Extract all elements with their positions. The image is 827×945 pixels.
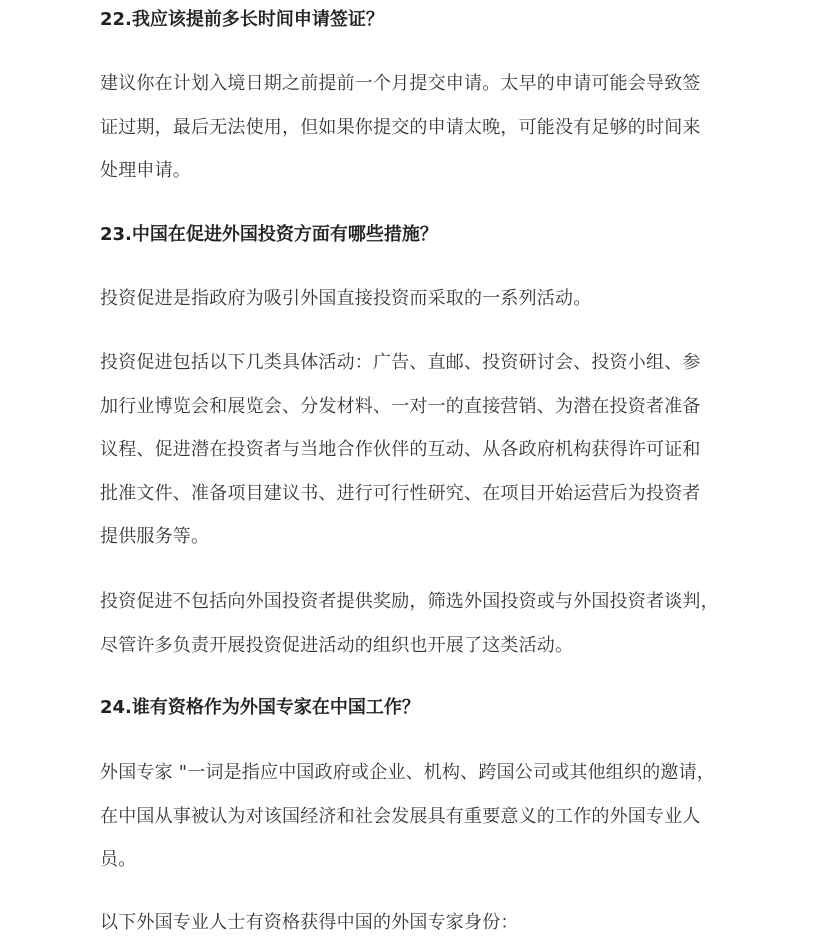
paragraph-line: 投资促进是指政府为吸引外国直接投资而采取的一系列活动。 xyxy=(100,288,592,309)
paragraph-line: 投资促进包括以下几类具体活动：广告、直邮、投资研讨会、投资小组、参 xyxy=(100,352,701,373)
question-heading-23: 23.中国在促进外国投资方面有哪些措施？ xyxy=(100,224,438,245)
paragraph-line: 提供服务等。 xyxy=(100,526,210,547)
question-heading-22: 22.我应该提前多长时间申请签证？ xyxy=(100,9,384,30)
paragraph-line: 外国专家 "一词是指应中国政府或企业、机构、跨国公司或其他组织的邀请， xyxy=(100,762,715,783)
paragraph-line: 加行业博览会和展览会、分发材料、一对一的直接营销、为潜在投资者准备 xyxy=(100,395,701,417)
question-heading-24: 24.谁有资格作为外国专家在中国工作？ xyxy=(100,697,420,718)
answer-paragraph-24-definition xyxy=(100,751,715,882)
answer-paragraph-23-exclusions xyxy=(100,580,719,667)
paragraph-line: 员。 xyxy=(100,849,137,870)
paragraph-line: 投资促进不包括向外国投资者提供奖励，筛选外国投资或与外国投资者谈判， xyxy=(100,591,719,612)
answer-paragraph-23-intro xyxy=(100,277,591,321)
paragraph-line: 以下外国专业人士有资格获得中国的外国专家身份： xyxy=(100,912,519,933)
paragraph-line: 在中国从事被认为对该国经济和社会发展具有重要意义的工作的外国专业人 xyxy=(100,805,701,827)
answer-paragraph-23-activities xyxy=(100,341,701,559)
answer-paragraph-24-eligibility xyxy=(100,901,519,945)
paragraph-line: 尽管许多负责开展投资促进活动的组织也开展了这类活动。 xyxy=(100,634,574,656)
paragraph-line: 证过期，最后无法使用，但如果你提交的申请太晚，可能没有足够的时间来 xyxy=(100,116,701,138)
paragraph-line: 建议你在计划入境日期之前提前一个月提交申请。太早的申请可能会导致签 xyxy=(100,73,701,94)
paragraph-line: 批准文件、准备项目建议书、进行可行性研究、在项目开始运营后为投资者 xyxy=(100,482,701,504)
paragraph-line: 处理申请。 xyxy=(100,160,191,181)
paragraph-line: 议程、促进潜在投资者与当地合作伙伴的互动、从各政府机构获得许可证和 xyxy=(100,439,701,460)
answer-paragraph-22 xyxy=(100,62,701,193)
